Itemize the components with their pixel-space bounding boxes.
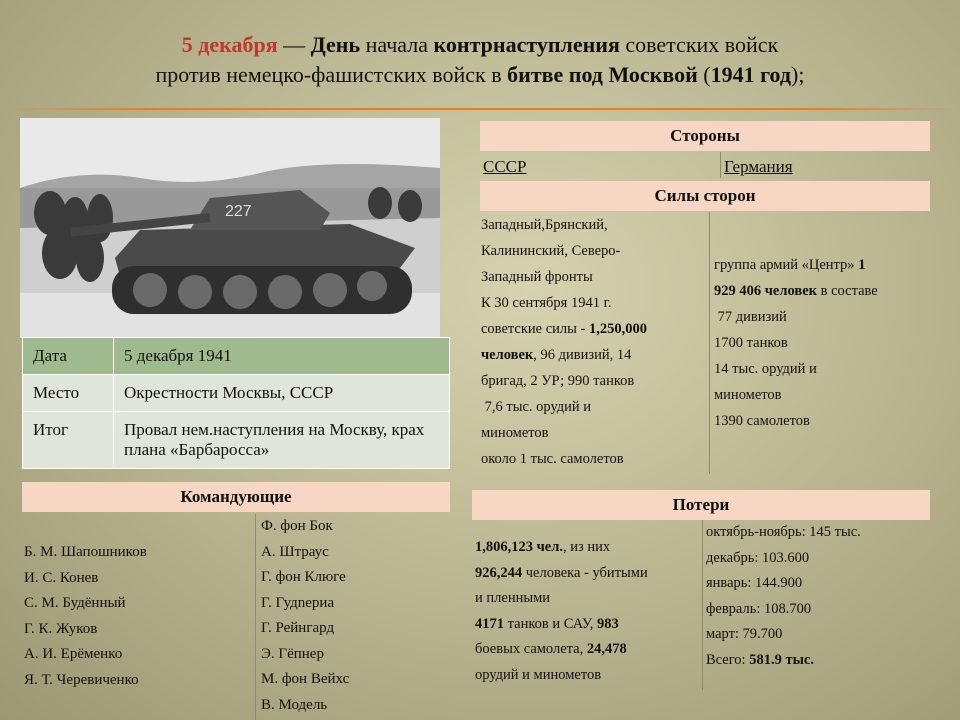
commander-item: В. Модель [261, 696, 328, 713]
forces-ussr [481, 212, 706, 472]
losses-line: орудий и минометов [475, 666, 602, 683]
battle-info-table [22, 337, 450, 469]
losses-number: 983 [597, 615, 619, 632]
losses-ussr [475, 535, 703, 688]
losses-germany [706, 520, 930, 673]
commanders-divider [255, 514, 256, 720]
title-date: 5 декабря [181, 32, 278, 57]
title-word-battle: битве под Москвой [507, 62, 698, 87]
forces-number: 1 [858, 257, 866, 273]
losses-line [475, 637, 703, 663]
commander-item: С. М. Будённый [24, 595, 126, 611]
commander-item: А. И. Ерёменко [24, 646, 123, 662]
forces-line: минометов [714, 387, 782, 403]
forces-line: 1700 танков [714, 335, 788, 351]
forces-line: около 1 тыс. самолетов [481, 451, 624, 467]
title-text: начала [360, 32, 434, 57]
forces-line: Калининский, Северо- [481, 243, 621, 259]
link-germany[interactable]: Германия [724, 157, 793, 176]
commanders-header: Командующие [22, 482, 450, 512]
forces-line: 14 тыс. орудий и [714, 361, 817, 377]
page-title [40, 30, 920, 90]
commander-item: И. С. Конев [24, 569, 99, 586]
commanders-germany-list [261, 514, 349, 718]
losses-total [706, 648, 930, 674]
title-text: ); [791, 62, 805, 87]
forces-header: Силы сторон [480, 181, 930, 211]
info-key: Место [23, 375, 114, 412]
info-key: Дата [23, 338, 114, 375]
tank-illustration [20, 118, 440, 338]
forces-number: человек [481, 347, 534, 363]
forces-line: бригад, 2 УР; 990 танков [481, 373, 635, 389]
forces-line [714, 278, 930, 304]
losses-number: 1,806,123 чел. [475, 539, 563, 555]
losses-divider [702, 520, 703, 690]
forces-text: , 96 дивизий, 14 [533, 347, 632, 363]
commander-item: Я. Т. Черевиченко [24, 671, 139, 688]
forces-line: 77 дивизий [714, 309, 787, 325]
title-text: советских войск [619, 32, 779, 57]
commander-item: Э. Гёпнер [261, 645, 324, 662]
losses-number: 4171 [475, 615, 504, 632]
forces-line [481, 316, 706, 342]
losses-number: 926,244 [475, 564, 523, 581]
losses-line [475, 612, 703, 638]
forces-germany [714, 252, 930, 434]
info-value: Провал нем.наступления на Москву, крах плана «Барбаросса» [114, 412, 450, 469]
tank-photo [20, 118, 440, 338]
forces-line: К 30 сентября 1941 г. [481, 295, 612, 311]
losses-line: декабрь: 103.600 [706, 549, 810, 566]
losses-line [475, 535, 703, 561]
title-divider [0, 108, 960, 110]
forces-line [481, 342, 706, 368]
title-text: ( [697, 62, 711, 87]
losses-line [475, 561, 703, 587]
commander-item: Г. фон Клюге [261, 569, 346, 585]
losses-line: март: 79.700 [706, 626, 783, 642]
sides-header: Стороны [480, 121, 930, 151]
commander-item: Г. К. Жуков [24, 620, 98, 637]
commander-item: Б. М. Шапошников [24, 544, 147, 560]
info-value: Окрестности Москвы, СССР [114, 375, 450, 412]
title-word-counteroffensive: контрнаступления [433, 32, 620, 57]
forces-text: советские силы - [481, 321, 589, 337]
forces-line: 1390 самолетов [714, 413, 810, 429]
forces-number: 929 406 человек [714, 283, 818, 299]
losses-line: и пленными [475, 590, 551, 606]
title-dash: — [277, 32, 311, 57]
forces-line: Западный фронты [481, 269, 593, 285]
forces-number: 1,250,000 [588, 321, 647, 337]
losses-line: февраль: 108.700 [706, 600, 812, 617]
losses-text: , из них [563, 539, 611, 555]
losses-total-value: 581.9 тыс. [749, 651, 814, 668]
title-year: 1941 год [710, 62, 792, 87]
losses-number: 24,478 [586, 641, 627, 657]
info-key: Итог [23, 412, 114, 469]
forces-line: Западный,Брянский, [481, 217, 608, 233]
info-row-result [23, 412, 450, 469]
commander-item: Ф. фон Бок [261, 518, 333, 534]
commander-item: Г. Гудnериа [261, 594, 335, 611]
forces-line [714, 252, 930, 278]
forces-line: минометов [481, 425, 549, 441]
title-word-day: День [310, 32, 361, 57]
info-row-place [23, 375, 450, 412]
commander-item: А. Штраус [261, 543, 329, 560]
losses-line: январь: 144.900 [706, 575, 803, 591]
link-ussr[interactable]: СССР [483, 157, 527, 176]
forces-text: в составе [817, 283, 878, 299]
info-row-date [23, 338, 450, 375]
losses-header: Потери [472, 490, 930, 520]
commanders-ussr-list [24, 540, 147, 693]
losses-text: боевых самолета, [475, 641, 587, 657]
forces-line: 7,6 тыс. орудий и [481, 399, 592, 415]
sides-divider [720, 152, 721, 178]
forces-text: группа армий «Центр» [714, 257, 859, 273]
losses-line: октябрь-ноябрь: 145 тыс. [706, 524, 861, 540]
losses-text: танков и САУ, [504, 615, 598, 632]
commander-item: Г. Рейнгард [261, 620, 335, 636]
losses-total-label: Всего: [706, 651, 750, 668]
commander-item: М. фон Вейхс [261, 671, 350, 687]
svg-text:227: 227 [225, 203, 252, 220]
forces-divider [709, 212, 710, 474]
info-value: 5 декабря 1941 [114, 338, 450, 375]
losses-text: человека - убитыми [522, 564, 648, 581]
title-text: против немецко-фашистских войск в [155, 62, 508, 87]
